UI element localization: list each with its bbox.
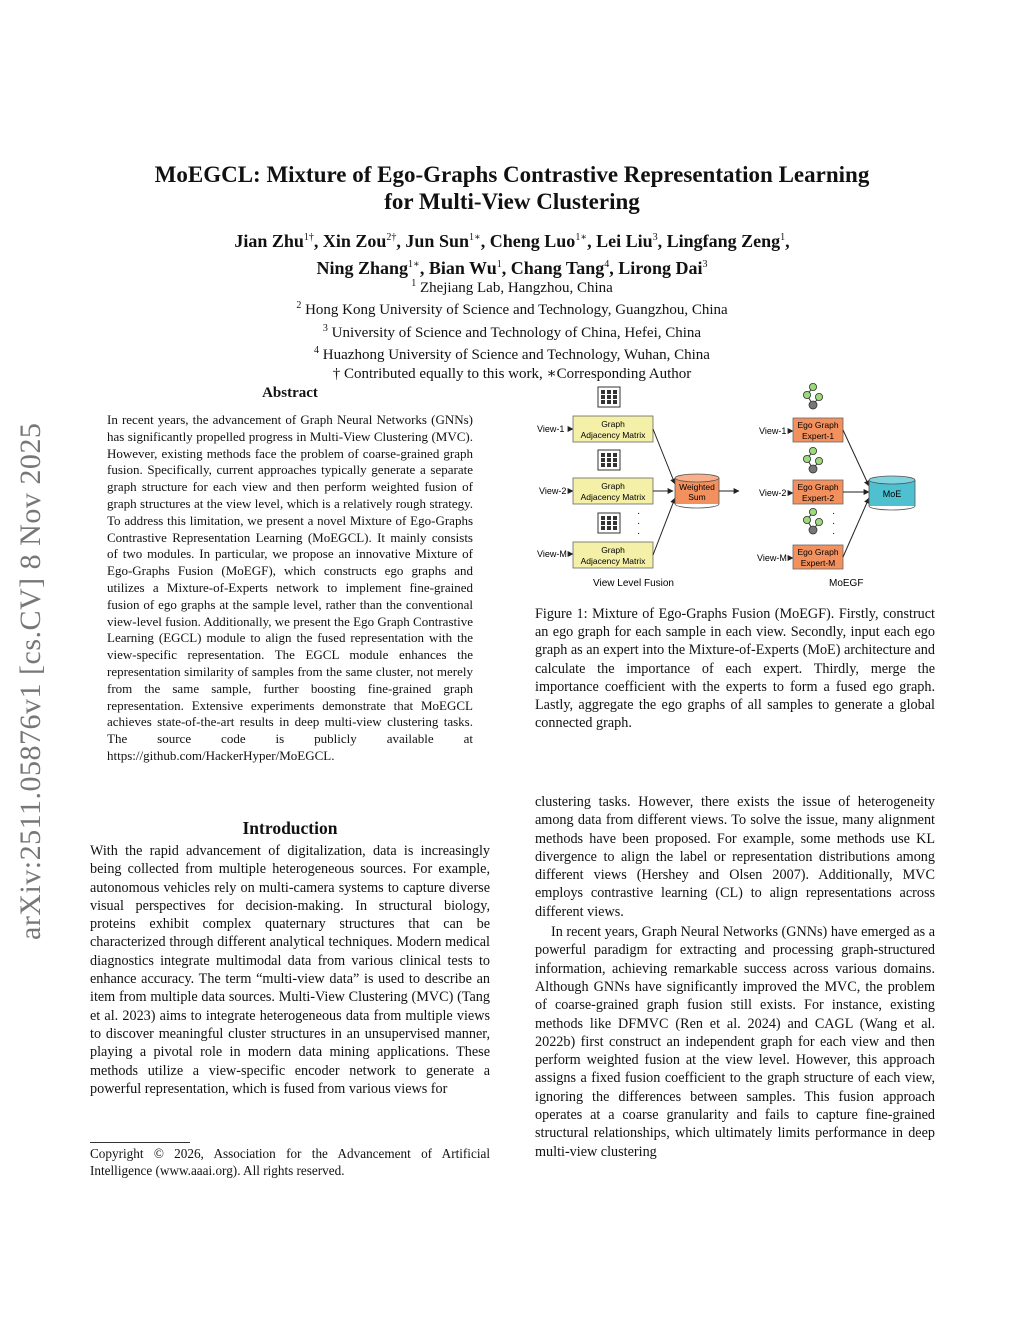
affiliation: $^1$ Zhejiang Lab, Hangzhou, China	[411, 278, 613, 296]
author: Jian Zhu	[234, 231, 304, 251]
svg-text:Graph: Graph	[601, 545, 625, 555]
svg-text:Graph: Graph	[601, 481, 625, 491]
ego-graph-expert-box	[793, 545, 843, 569]
author-sup: 2†	[386, 232, 397, 243]
svg-text:Adjacency Matrix: Adjacency Matrix	[580, 492, 646, 502]
affiliation: $^3$ University of Science and Technology of China, Hefei, China	[322, 322, 702, 341]
author-sup: 1∗	[468, 232, 481, 243]
panel-label: MoEGF	[829, 578, 864, 589]
author-sup: 1†	[303, 232, 314, 243]
author: Lei Liu	[596, 231, 653, 251]
author: Lirong Dai	[618, 258, 703, 278]
svg-text:Ego Graph: Ego Graph	[797, 420, 839, 430]
introduction-text: With the rapid advancement of digitalization, data is increasingly being collected from multiple heterogeneous sources. For example, autonomous vehicles rely on multi-camera systems to capture diverse visual perspectives for decision-making. In structural biology, proteins exhibit complex quaternary structures that can be characterized through different analytical techniques. Modern medical diagnostics integrate multimodal data from various clinical tests to enhance accuracy. The term “multi-view data” is used to describe an item from multiple data sources. Multi-View Clustering (MVC) (Tang et al. 2023) aims to integrate heterogeneous data from multiple views to discover meaningful cluster structures in an unsupervised manner, playing a pivotal role in modern data mining applications. These methods utilize a view-specific encoder network to generate a powerful representation, which is fused from various views for	[90, 843, 490, 1097]
footnote-divider	[90, 1142, 190, 1143]
affiliations	[0, 275, 1024, 383]
figure-caption: Figure 1: Mixture of Ego-Graphs Fusion (MoEGF). Firstly, construct an ego graph for each sample in each view. Secondly, input each ego graph as an expert into the Mixture-of-Experts (MoE) architecture and calculate the importance of each expert. Thirdly, merge the importance coefficient with the experts to form a fused ego graph. Lastly, aggregate the ego graphs of all samples to generate a global connected graph.	[535, 606, 935, 732]
affiliation: $^2$ Hong Kong University of Science and Technology, Guangzhou, China	[296, 300, 728, 319]
author: Ning Zhang	[316, 258, 409, 278]
contribution-note: † Contributed equally to this work, ∗Corresponding Author	[332, 365, 692, 382]
svg-text:Expert-1: Expert-1	[801, 431, 835, 441]
view-label: View-2	[759, 488, 787, 498]
copyright-footnote: Copyright © 2026, Association for the Advancement of Artificial Intelligence (www.aaai.org). All rights reserved.	[90, 1146, 490, 1178]
abstract-text: In recent years, the advancement of Graph Neural Networks (GNNs) has significantly propelled progress in Multi-View Clustering (MVC). However, existing methods face the problem of coarse-grained graph fusion. Specifically, current approaches typically generate a separate graph structure for each view and then perform weighted fusion of graph structures at the view level, which is a relatively rough strategy. To address this limitation, we present a novel Mixture of Ego-Graphs Contrastive Representation Learning (MoEGCL). It mainly consists of two modules. In particular, we propose an innovative Mixture of Ego-Graphs Fusion (MoEGF), which constructs ego graphs and utilizes a Mixture-of-Experts network to implement fine-grained fusion of ego graphs at the sample level, rather than the conventional view-level fusion. Additionally, we present the Ego Graph Contrastive Learning (EGCL) module to align the fused representation with the view-specific representation. The EGCL module enhances the representation similarity of samples from the same cluster, not merely from the same sample, further boosting fine-grained graph representation. Extensive experiments demonstrate that MoEGCL achieves state-of-the-art results in deep multi-view clustering tasks. The source code is publicly available at https://github.com/HackerHyper/MoEGCL.	[107, 412, 473, 763]
svg-text:·: ·	[832, 518, 836, 529]
ego-graph-icon	[803, 383, 822, 409]
ellipsis-dots: ·	[832, 508, 836, 519]
svg-text:Expert-M: Expert-M	[800, 558, 836, 568]
author: Cheng Luo	[489, 231, 576, 251]
author-sup: 1	[496, 259, 502, 270]
introduction-continued	[535, 793, 935, 1161]
svg-text:·: ·	[637, 518, 641, 529]
introduction-heading: Introduction	[242, 818, 338, 838]
author-sup: 1	[780, 232, 786, 243]
arxiv-stamp: arXiv:2511.05876v1 [cs.CV] 8 Nov 2025	[14, 422, 47, 940]
author: Chang Tang	[510, 258, 605, 278]
adjacency-matrix-icon	[598, 450, 620, 470]
svg-text:Graph: Graph	[601, 419, 625, 429]
author: Lingfang Zeng	[666, 231, 781, 251]
ego-graph-expert-box	[793, 418, 843, 442]
ellipsis-dots: ·	[637, 508, 641, 519]
view-label: View-1	[537, 424, 565, 434]
title-line-2: for Multi-View Clustering	[384, 189, 640, 214]
author-sup: 3	[652, 232, 658, 243]
moe-cylinder	[869, 476, 915, 510]
author: Jun Sun	[405, 231, 469, 251]
paper-title	[0, 161, 1024, 215]
figure-1-diagram	[535, 380, 935, 595]
author-sup: 1∗	[408, 259, 420, 270]
svg-text:Weighted: Weighted	[679, 482, 715, 492]
svg-text:MoE: MoE	[882, 489, 902, 499]
author-sup: 4	[604, 259, 610, 270]
svg-text:Adjacency Matrix: Adjacency Matrix	[580, 430, 646, 440]
author-line-2: Ning Zhang$^{1∗}$, Bian Wu$^1$, Chang Tang$^4$, Lirong Dai$^3$	[316, 258, 708, 278]
svg-text:Ego Graph: Ego Graph	[797, 547, 839, 557]
view-label: View-M	[757, 553, 787, 563]
view-label: View-2	[539, 486, 567, 496]
svg-text:Expert-2: Expert-2	[801, 493, 835, 503]
adjacency-matrix-icon	[598, 513, 620, 533]
view-label: View-M	[537, 549, 567, 559]
affiliation: $^4$ Huazhong University of Science and Technology, Wuhan, China	[314, 345, 710, 364]
svg-text:Adjacency Matrix: Adjacency Matrix	[580, 556, 646, 566]
author-line-1: Jian Zhu$^{1\dagger}$, Xin Zou$^{2\dagger}$, Jun Sun$^{1∗}$, Cheng Luo$^{1∗}$, Lei Liu$^3$, Lingfang Zeng$^1$,	[234, 231, 790, 251]
svg-text:·: ·	[832, 528, 836, 539]
ego-graph-icon	[803, 508, 822, 534]
svg-text:Ego Graph: Ego Graph	[797, 482, 839, 492]
title-line-1: MoEGCL: Mixture of Ego-Graphs Contrastive Representation Learning	[154, 162, 870, 187]
graph-adjacency-box	[573, 542, 653, 568]
graph-adjacency-box	[573, 416, 653, 442]
svg-text:·: ·	[637, 528, 641, 539]
abstract-heading: Abstract	[262, 385, 318, 401]
ego-graph-icon	[803, 447, 822, 473]
paragraph: clustering tasks. However, there exists the issue of heterogeneity among data from different views. To solve the issue, many alignment methods have been proposed. For example, some methods use KL divergence to align the label or representation distributions among different views (Hershey and Olsen 2007). Additionally, MVC employs contrastive learning (CL) to align representations across different views.	[535, 794, 935, 920]
weighted-sum-cylinder	[675, 474, 719, 508]
svg-text:Sum: Sum	[688, 492, 706, 502]
panel-label: View Level Fusion	[593, 578, 674, 589]
graph-adjacency-box	[573, 478, 653, 504]
author: Bian Wu	[428, 258, 497, 278]
ego-graph-expert-box	[793, 480, 843, 504]
author-sup: 1∗	[575, 232, 588, 243]
author-list	[0, 226, 1024, 280]
paragraph: In recent years, Graph Neural Networks (GNNs) have emerged as a powerful paradigm for extracting and processing graph-structured information, achieving remarkable success across various domains. Although GNNs have significantly improved the MVC, the problem of coarse-grained graph fusion still exists. For instance, existing methods like DFMVC (Ren et al. 2024) and CAGL (Wang et al. 2022b) first construct an independent graph for each view and then perform weighted fusion at the view level. However, this approach assigns a fixed fusion coefficient to the graph structure of each view, ignoring the differences between samples. This fusion approach operates at a coarse granularity and fails to capture fine-grained structural relationships, which ultimately limits performance in deep multi-view clustering	[535, 924, 935, 1160]
view-label: View-1	[759, 426, 787, 436]
author-sup: 3	[702, 259, 708, 270]
adjacency-matrix-icon	[598, 387, 620, 407]
author: Xin Zou	[322, 231, 387, 251]
